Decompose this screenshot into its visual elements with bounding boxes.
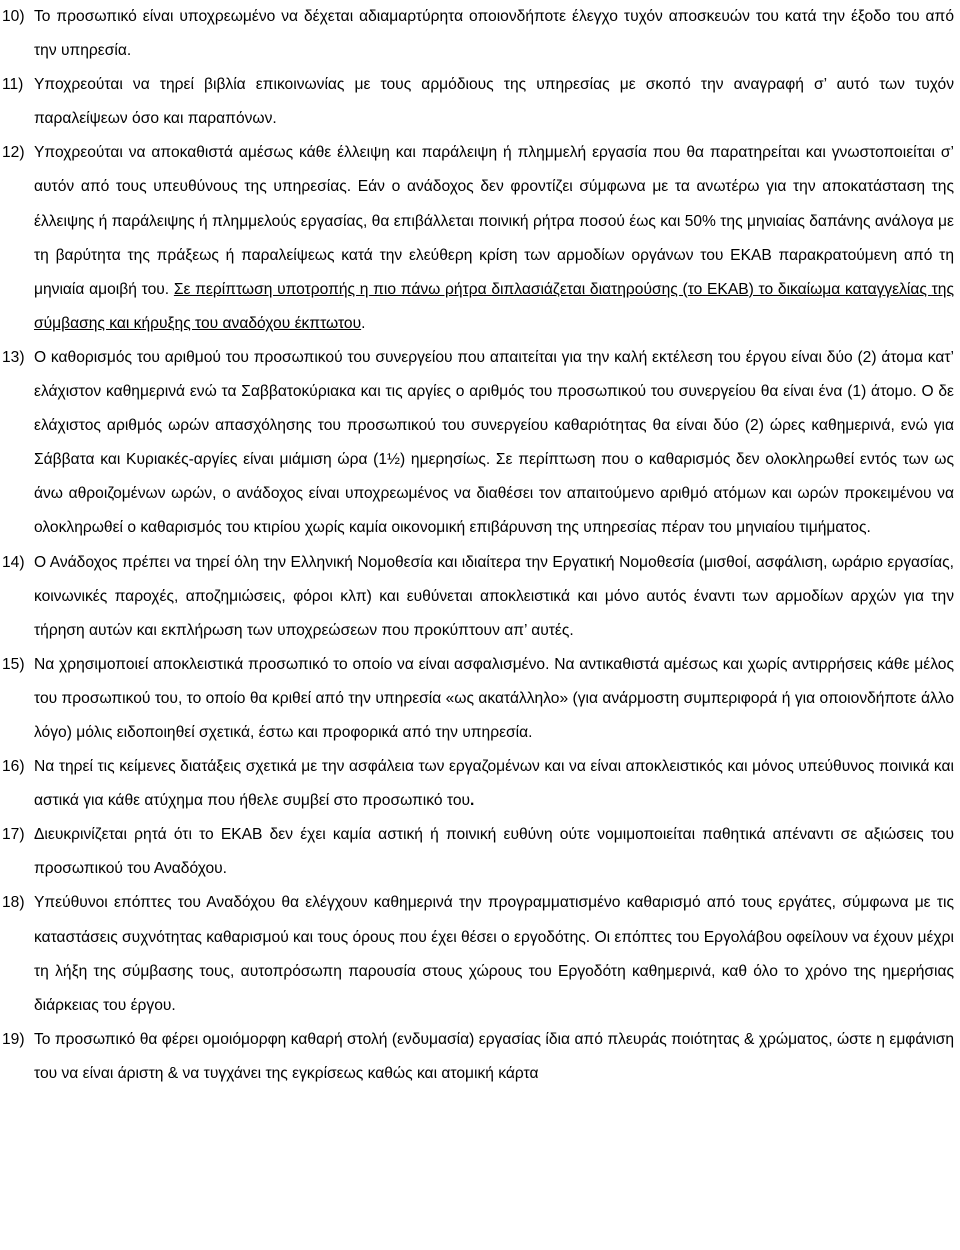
list-item-18 (2, 886, 954, 1022)
item-text (34, 136, 954, 341)
item-number: 10) (2, 8, 25, 25)
list-item-13 (2, 341, 954, 546)
item-text: Ο καθορισμός του αριθμού του προσωπικού του συνεργείου που απαιτείται για την καλή εκτέλεση του έργου είναι δύο (2) άτομα κατ’ ελάχιστον καθημερινά ενώ τα Σαββατοκύριακα και τις αργίες ο αριθμός του προσωπικού του συνεργείου θα είναι ένα (1) άτομο. Ο δε ελάχιστος αριθμός ωρών απασχόλησης του προσωπικού του συνεργείου καθαριότητας θα είναι δύο (2) ώρες καθημερινά, ενώ για Σάββατα και Κυριακές-αργίες είναι μιάμιση ώρα (1½) ημερησίως. Σε περίπτωση που ο καθαρισμός δεν ολοκληρωθεί εντός των ως άνω αθροιζομένων ωρών, ο ανάδοχος είναι υποχρεωμένος να διαθέσει τον απαιτούμενο αριθμό ατόμων και ωρών προκειμένου να ολοκληρωθεί ο καθαρισμός του κτιρίου χωρίς καμία οικονομική επιβάρυνση της υπηρεσίας πέραν του μηνιαίου τιμήματος. (34, 348, 954, 537)
item-text: Διευκρινίζεται ρητά ότι το ΕΚΑΒ δεν έχει καμία αστική ή ποινική ευθύνη ούτε νομιμοποιείται παθητικά απέναντι σε αξιώσεις του προσωπικού του Αναδόχου. (34, 826, 954, 878)
item-number: 11) (2, 76, 24, 94)
list-item-11 (2, 68, 954, 136)
list-item-16 (2, 750, 954, 818)
item-text-underlined: Σε περίπτωση υποτροπής η πιο πάνω ρήτρα διπλασιάζεται διατηρούσης (το ΕΚΑΒ) το δικαίωμα καταγγελίας της σύμβασης και κήρυξης του αναδόχου έκπτωτου (34, 280, 954, 332)
list-item-17 (2, 818, 954, 886)
item-number: 16) (2, 758, 25, 776)
item-number: 17) (2, 826, 25, 844)
item-text (34, 750, 954, 818)
item-number: 12) (2, 144, 25, 162)
item-text-end: . (470, 792, 475, 810)
item-number: 15) (2, 655, 25, 673)
item-text: Υποχρεούται να τηρεί βιβλία επικοινωνίας με τους αρμόδιους της υπηρεσίας με σκοπό την αναγραφή σ’ αυτό των τυχόν παραλείψεων όσο και παραπόνων. (34, 76, 954, 128)
list-item-15 (2, 648, 954, 750)
item-text-main: Υποχρεούται να αποκαθιστά αμέσως κάθε έλλειψη και παράλειψη ή πλημμελή εργασία που θα παρατηρείται και γνωστοποιείται σ’ αυτόν από τους υπευθύνους της υπηρεσίας. Εάν ο ανάδοχος δεν φροντίζει σύμφωνα με τα ανωτέρω για την αποκατάσταση της έλλειψης ή παράλειψης ή πλημμελούς εργασίας, θα επιβάλλεται ποινική ρήτρα ποσού έως και 50% της μηνιαίας δαπάνης ανάλογα με τη βαρύτητα της πράξεως ή παραλείψεως κατά την ελεύθερη κρίση των αρμοδίων οργάνων του ΕΚΑΒ παρακρατούμενη από τη μηνιαία αμοιβή του. (34, 144, 954, 298)
item-text: Να χρησιμοποιεί αποκλειστικά προσωπικό το οποίο να είναι ασφαλισμένο. Να αντικαθιστά αμέσως και χωρίς αντιρρήσεις κάθε μέλος του προσωπικού του, το οποίο θα κριθεί από την υπηρεσία «ως ακατάλληλο» (για ανάρμοστη συμπεριφορά ή για οποιονδήποτε άλλο λόγο) μόλις ειδοποιηθεί σχετικά, έστω και προφορικά από την υπηρεσία. (34, 655, 954, 741)
item-text-main: Να τηρεί τις κείμενες διατάξεις σχετικά με την ασφάλεια των εργαζομένων και να είναι αποκλειστικός και μόνος υπεύθυνος ποινικά και αστικά για κάθε ατύχημα που ήθελε συμβεί στο προσωπικό του (34, 758, 954, 810)
item-text: Το προσωπικό θα φέρει ομοιόμορφη καθαρή στολή (ενδυμασία) εργασίας ίδια από πλευράς ποιότητας & χρώματος, ώστε η εμφάνιση του να είναι άριστη & να τυγχάνει της εγκρίσεως καθώς και ατομική κάρτα (34, 1030, 954, 1082)
list-item-10 (2, 0, 954, 68)
list-item-12 (2, 136, 954, 341)
item-number: 19) (2, 1030, 25, 1048)
item-text: Υπεύθυνοι επόπτες του Αναδόχου θα ελέγχουν καθημερινά την προγραμματισμένο καθαρισμό από τους εργάτες, σύμφωνα με τις καταστάσεις συχνότητας καθαρισμού και τους όρους που έχει θέσει ο εργοδότης. Οι επόπτες του Εργολάβου οφείλουν να έχουν μέχρι τη λήξη της σύμβασης τους, αυτοπρόσωπη παρουσία στους χώρους του Εργοδότη καθημερινά, καθ όλο το χρόνο της ημερήσιας διάρκειας του έργου. (34, 894, 954, 1014)
item-number: 18) (2, 894, 25, 912)
item-text-end: . (361, 314, 366, 332)
list-item-19 (2, 1023, 954, 1091)
item-number: 14) (2, 553, 25, 571)
item-text: Το προσωπικό είναι υποχρεωμένο να δέχεται αδιαμαρτύρητα οποιονδήποτε έλεγχο τυχόν αποσκευών του κατά την έξοδο του από την υπηρεσία. (34, 8, 954, 60)
item-number: 13) (2, 348, 25, 366)
list-item-14 (2, 546, 954, 648)
item-text: Ο Ανάδοχος πρέπει να τηρεί όλη την Ελληνική Νομοθεσία και ιδιαίτερα την Εργατική Νομοθεσία (μισθοί, ασφάλιση, ωράριο εργασίας, κοινωνικές παροχές, αποζημιώσεις, φόροι κλπ) και ευθύνεται αποκλειστικά και μόνο αυτός έναντι των αρμοδίων αρχών για την τήρηση αυτών και εκπλήρωση των υποχρεώσεων που προκύπτουν απ’ αυτές. (34, 553, 954, 639)
